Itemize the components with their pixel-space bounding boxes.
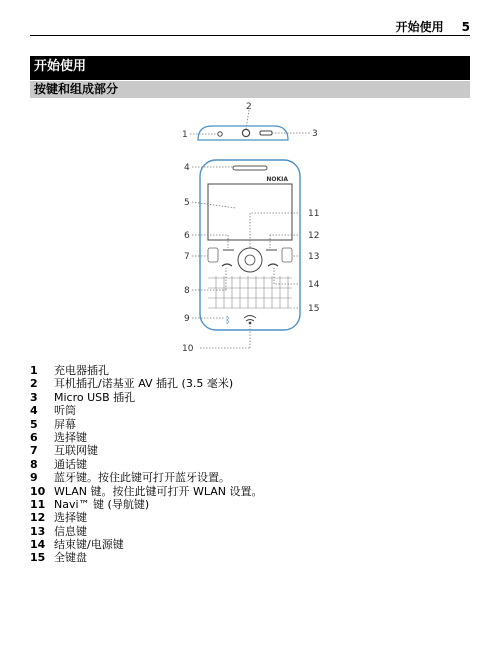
list-item bbox=[30, 391, 470, 404]
item-label: 通话键 bbox=[54, 457, 87, 471]
item-number: 11 bbox=[30, 497, 46, 511]
list-item bbox=[30, 498, 470, 511]
list-item bbox=[30, 525, 470, 538]
callout-5: 5 bbox=[184, 198, 190, 208]
item-label: 互联网键 bbox=[54, 444, 98, 458]
running-head bbox=[30, 18, 470, 34]
phone-diagram bbox=[170, 100, 340, 356]
item-number: 4 bbox=[30, 404, 38, 418]
item-number: 5 bbox=[30, 417, 38, 431]
item-label: 选择键 bbox=[54, 430, 87, 444]
item-label: WLAN 键。按住此键可打开 WLAN 设置。 bbox=[54, 484, 263, 498]
list-item bbox=[30, 471, 470, 484]
callout-6: 6 bbox=[184, 231, 190, 241]
callout-15: 15 bbox=[308, 304, 320, 314]
list-item bbox=[30, 485, 470, 498]
callout-14: 14 bbox=[308, 280, 320, 290]
item-number: 1 bbox=[30, 364, 38, 377]
navi-key bbox=[238, 248, 262, 272]
phone-top-view bbox=[198, 126, 288, 140]
list-item bbox=[30, 458, 470, 471]
list-item bbox=[30, 404, 470, 417]
running-title: 开始使用 bbox=[395, 20, 444, 34]
callout-8: 8 bbox=[184, 286, 190, 296]
item-label: Micro USB 插孔 bbox=[54, 390, 136, 404]
item-label: 充电器插孔 bbox=[54, 364, 109, 377]
parts-list bbox=[30, 364, 470, 565]
item-number: 14 bbox=[30, 538, 46, 552]
item-number: 12 bbox=[30, 511, 46, 525]
list-item bbox=[30, 538, 470, 551]
bluetooth-icon: ᛒ bbox=[225, 316, 231, 326]
item-label: 屏幕 bbox=[54, 417, 76, 431]
list-item bbox=[30, 444, 470, 457]
list-item bbox=[30, 551, 470, 564]
callout-9: 9 bbox=[184, 314, 190, 324]
chapter-title: 开始使用 bbox=[30, 56, 470, 80]
callout-13: 13 bbox=[308, 252, 320, 262]
item-label: 耳机插孔/诺基亚 AV 插孔 (3.5 毫米) bbox=[54, 377, 234, 391]
callout-1: 1 bbox=[182, 130, 188, 140]
page-number: 5 bbox=[461, 20, 470, 34]
callout-11: 11 bbox=[308, 209, 320, 219]
item-number: 7 bbox=[30, 444, 38, 458]
list-item bbox=[30, 418, 470, 431]
item-label: 蓝牙键。按住此键可打开蓝牙设置。 bbox=[54, 471, 230, 485]
item-label: Navi™ 键 (导航键) bbox=[54, 497, 150, 511]
item-label: 信息键 bbox=[54, 524, 87, 538]
header-rule bbox=[30, 35, 470, 36]
item-number: 6 bbox=[30, 430, 38, 444]
callout-10: 10 bbox=[182, 344, 194, 354]
item-number: 10 bbox=[30, 484, 46, 498]
list-item bbox=[30, 364, 470, 377]
section-title: 按键和组成部分 bbox=[30, 81, 470, 98]
nokia-logo: NOKIA bbox=[266, 176, 288, 183]
item-number: 3 bbox=[30, 390, 38, 404]
callout-7: 7 bbox=[184, 252, 190, 262]
item-label: 结束键/电源键 bbox=[54, 538, 124, 552]
list-item bbox=[30, 511, 470, 524]
item-number: 15 bbox=[30, 551, 46, 565]
callout-2: 2 bbox=[246, 102, 252, 112]
item-label: 选择键 bbox=[54, 511, 87, 525]
item-number: 13 bbox=[30, 524, 46, 538]
callout-3: 3 bbox=[312, 129, 318, 139]
phone-front-view bbox=[200, 160, 300, 330]
item-number: 9 bbox=[30, 471, 38, 485]
callout-12: 12 bbox=[308, 231, 320, 241]
callout-4: 4 bbox=[184, 163, 190, 173]
list-item bbox=[30, 377, 470, 390]
item-label: 全键盘 bbox=[54, 551, 87, 565]
item-label: 听筒 bbox=[54, 404, 76, 418]
item-number: 2 bbox=[30, 377, 38, 391]
item-number: 8 bbox=[30, 457, 38, 471]
list-item bbox=[30, 431, 470, 444]
